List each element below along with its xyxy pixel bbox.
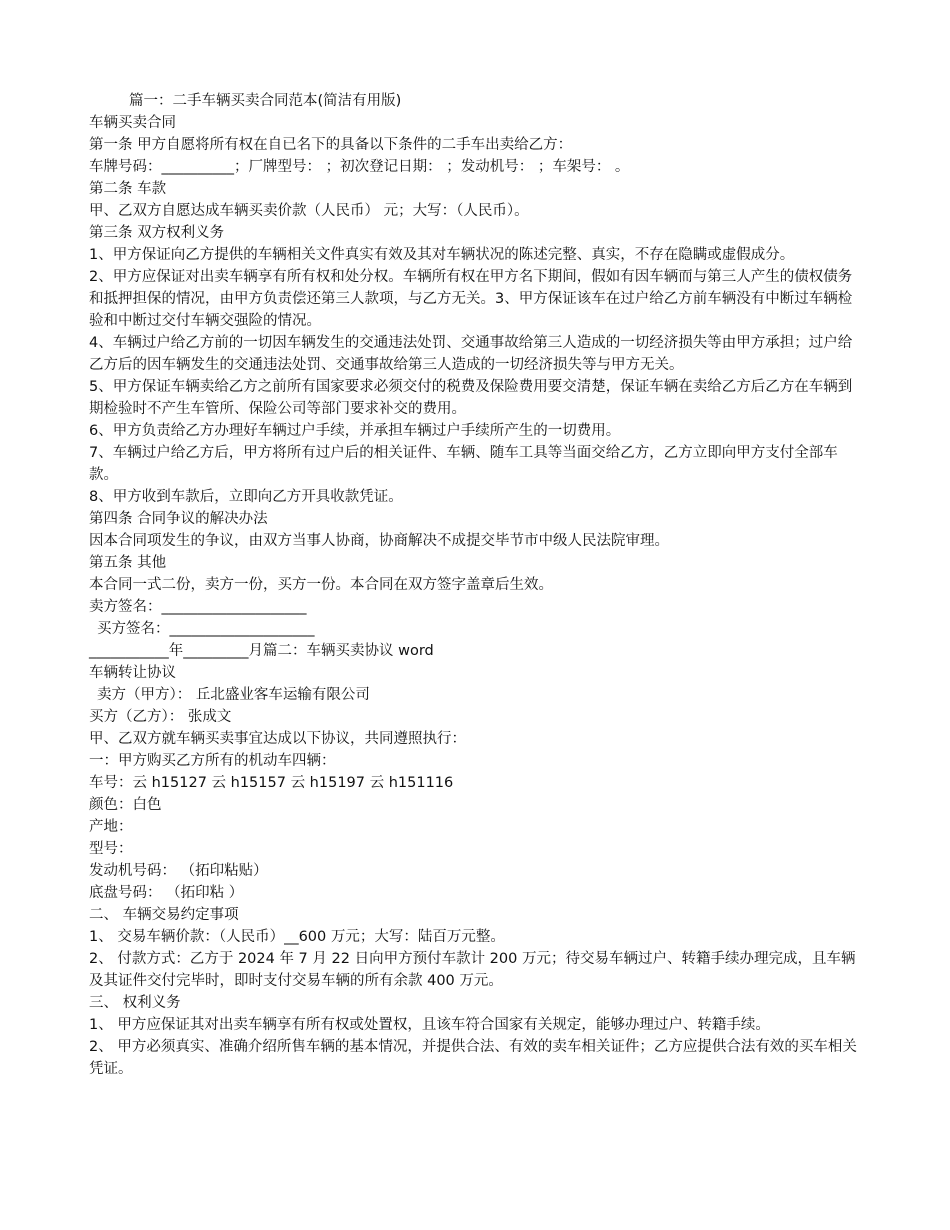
section-2-item-2: 2、 付款方式：乙方于 2024 年 7 月 22 日向甲方预付车款计 200 万元；待交易车辆过户、转籍手续办理完成，且车辆及其证件交付完毕时，即时支付交易车辆的所有余款 400 万元。 bbox=[89, 951, 856, 989]
vehicle-origin: 产地： bbox=[89, 819, 133, 835]
clause-6: 6、甲方负责给乙方办理好车辆过户手续，并承担车辆过户手续所产生的一切费用。 bbox=[89, 423, 621, 439]
clause-7: 7、车辆过户给乙方后，甲方将所有过户后的相关证件、车辆、随车工具等当面交给乙方，乙方立即向甲方支付全部车款。 bbox=[89, 445, 838, 483]
seller-party: 卖方（甲方）： 丘北盛业客车运输有限公司 bbox=[97, 687, 370, 703]
article-5: 第五条 其他 bbox=[89, 555, 167, 571]
item-1: 一：甲方购买乙方所有的机动车四辆： bbox=[89, 753, 336, 769]
agreement-intro: 甲、乙双方就车辆买卖事宜达成以下协议，共同遵照执行： bbox=[89, 731, 466, 747]
article-4: 第四条 合同争议的解决办法 bbox=[89, 511, 268, 527]
clause-2-3: 2、甲方应保证对出卖车辆享有所有权和处分权。车辆所有权在甲方名下期间，假如有因车辆而与第三人产生的债权债务和抵押担保的情况，由甲方负责偿还第三人款项，与乙方无关。3、甲方保证该车在过户给乙方前车辆没有中断过车辆检验和中断过交付车辆交强险的情况。 bbox=[89, 269, 853, 329]
section-3: 三、 权利义务 bbox=[89, 995, 181, 1011]
clause-8: 8、甲方收到车款后，立即向乙方开具收款凭证。 bbox=[89, 489, 403, 505]
document-body bbox=[89, 90, 859, 1080]
buyer-party: 买方（乙方）： 张成文 bbox=[89, 709, 232, 725]
price-clause: 甲、乙双方自愿达成车辆买卖价款（人民币） 元；大写：（人民币）。 bbox=[89, 203, 529, 219]
chassis-number: 底盘号码： （拓印粘 ） bbox=[89, 885, 244, 901]
copies-clause: 本合同一式二份，卖方一份，买方一份。本合同在双方签字盖章后生效。 bbox=[89, 577, 553, 593]
article-2: 第二条 车款 bbox=[89, 181, 167, 197]
section-3-item-2: 2、 甲方必须真实、准确介绍所售车辆的基本情况，并提供合法、有效的卖车相关证件；乙方应提供合法有效的买车相关凭证。 bbox=[89, 1039, 857, 1077]
section-2: 二、 车辆交易约定事项 bbox=[89, 907, 239, 923]
vehicle-fields: 车牌号码：__________；厂牌型号： ；初次登记日期： ；发动机号： ；车架号： 。 bbox=[89, 159, 630, 175]
article-3: 第三条 双方权利义务 bbox=[89, 225, 225, 241]
date-line: ___________年_________月篇二：车辆买卖协议 word bbox=[89, 643, 434, 659]
section-3-item-1: 1、 甲方应保证其对出卖车辆享有所有权或处置权，且该车符合国家有关规定，能够办理过户、转籍手续。 bbox=[89, 1017, 770, 1033]
vehicle-color: 颜色：白色 bbox=[89, 797, 162, 813]
document-title: 篇一：二手车辆买卖合同范本(简洁有用版) bbox=[129, 93, 402, 109]
seller-signature: 卖方签名：____________________ bbox=[89, 599, 307, 615]
section-2-item-1: 1、 交易车辆价款：（人民币）__600 万元；大写：陆百万元整。 bbox=[89, 929, 505, 945]
plate-numbers: 车号：云 h15127 云 h15157 云 h15197 云 h151116 bbox=[89, 775, 454, 791]
clause-5: 5、甲方保证车辆卖给乙方之前所有国家要求必须交付的税费及保险费用要交清楚，保证车辆在卖给乙方后乙方在车辆到期检验时不产生车管所、保险公司等部门要求补交的费用。 bbox=[89, 379, 853, 417]
clause-1: 1、甲方保证向乙方提供的车辆相关文件真实有效及其对车辆状况的陈述完整、真实，不存在隐瞒或虚假成分。 bbox=[89, 247, 795, 263]
buyer-signature: 买方签名：____________________ bbox=[97, 621, 315, 637]
contract-heading: 车辆买卖合同 bbox=[89, 115, 176, 131]
transfer-title: 车辆转让协议 bbox=[89, 665, 176, 681]
clause-4: 4、车辆过户给乙方前的一切因车辆发生的交通违法处罚、交通事故给第三人造成的一切经济损失等由甲方承担；过户给乙方后的因车辆发生的交通违法处罚、交通事故给第三人造成的一切经济损失等与甲方无关。 bbox=[89, 335, 853, 373]
engine-number: 发动机号码： （拓印粘贴） bbox=[89, 863, 268, 879]
article-1: 第一条 甲方自愿将所有权在自已名下的具备以下条件的二手车出卖给乙方： bbox=[89, 137, 573, 153]
vehicle-model: 型号： bbox=[89, 841, 133, 857]
dispute-clause: 因本合同项发生的争议，由双方当事人协商，协商解决不成提交毕节市中级人民法院审理。 bbox=[89, 533, 669, 549]
